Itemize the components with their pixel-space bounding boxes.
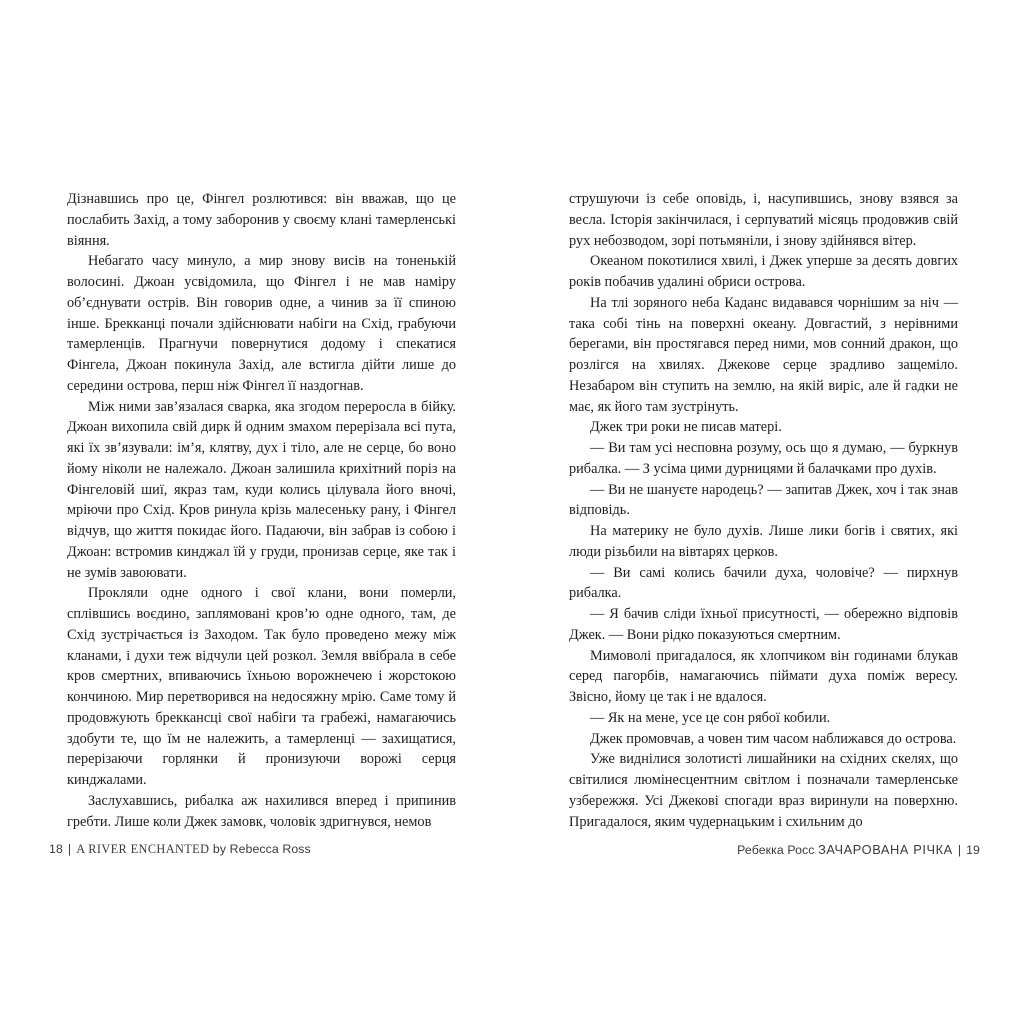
right-footer: [737, 842, 980, 857]
paragraph: На материку не було духів. Лише лики богів і святих, які люди різьбили на вівтарях церков.: [569, 523, 958, 560]
footer-separator: |: [957, 843, 962, 857]
paragraph: — Як на мене, усе це сон рябої кобили.: [590, 709, 831, 726]
page-number: 18: [49, 842, 63, 856]
author-name: Ребекка Росс: [737, 843, 815, 857]
paragraph: Джек промовчав, а човен тим часом наближався до острова.: [590, 730, 957, 747]
book-title: A RIVER ENCHANTED: [76, 842, 210, 856]
paragraph: — Ви там усі несповна розуму, ось що я думаю, — буркнув рибалка. — З усіма цими дурницями й балачками про духів.: [569, 440, 958, 477]
paragraph: Мимоволі пригадалося, як хлопчиком він годинами блукав серед пагорбів, намагаючись піймати духа поміж вересу. Звісно, йому це так і не вдалося.: [569, 647, 958, 705]
paragraph: Прокляли одне одного і свої клани, вони померли, сплівшись воєдино, заплямовані кров’ю одне одного, там, де Схід зустрічається із Заходом. Так було проведено межу між кланами, і духи теж відчули цей розкол. Земля ввібрала в себе кров смертних, впиваючись їхньою ворожнечею і жорстокою кончиною. Мир перетворився на недосяжну мрію. Саме тому й продовжують бреккансці свої набіги та грабежі, намагаючись здобути те, що їм не належить, а тамерленці — захищатися, перерізаючи горлянки й пронизуючи ворожі серця кинджалами.: [67, 585, 456, 788]
paragraph: Джек три роки не писав матері.: [590, 419, 782, 436]
footer-separator: |: [67, 842, 72, 856]
paragraph: — Ви не шануєте народець? — запитав Джек, хоч і так знав відповідь.: [569, 481, 958, 519]
right-text-column: [569, 189, 958, 832]
author-credit: by Rebecca Ross: [212, 842, 311, 856]
left-footer: [49, 842, 311, 857]
book-title: ЗАЧАРОВАНА РІЧКА: [818, 842, 953, 857]
paragraph: — Я бачив сліди їхньої присутності, — обережно відповів Джек. — Вони рідко показуються смертним.: [569, 606, 958, 643]
paragraph: Дізнавшись про це, Фінгел розлютився: він вважав, що це послабить Захід, а тому заборонив у своєму клані тамерленські віяння.: [67, 191, 456, 249]
paragraph: На тлі зоряного неба Каданс видавався чорнішим за ніч — така собі тінь на поверхні океану. Довгастий, з нерівними берегами, він простягався перед ними, мов сонний дракон, що розлігся на хвилях. Джекове серце зрадливо защеміло. Незабаром він ступить на землю, на якій виріс, але й гадки не має, як його там зустрінуть.: [569, 294, 958, 415]
paragraph: Океаном покотилися хвилі, і Джек уперше за десять довгих років побачив удалині обриси острова.: [569, 253, 958, 290]
paragraph: Уже виднілися золотисті лишайники на східних скелях, що світилися люмінесцентним світлом і позначали тамерленське узбережжя. Усі Джекові спогади враз виринули на поверхню. Пригадалося, яким чудернацьким і схильним до: [569, 751, 958, 830]
paragraph: Між ними зав’язалася сварка, яка згодом переросла в бійку. Джоан вихопила свій дирк й одним змахом перерізала всі пута, які їх зв’язували: ім’я, клятву, дух і тіло, але не серце, бо воно йому ніколи не належало. Джоан залишила крихітний поріз на Фінгеловій шиї, якраз там, куди колись цілувала його вночі, мріючи про Схід. Кров ринула крізь малесеньку рану, і Фінгел відчув, що життя покидає його. Падаючи, він забрав із собою і Джоан: встромив кинджал їй у груди, пронизав серце, яке так і не зумів завоювати.: [67, 398, 456, 581]
paragraph: Заслухавшись, рибалка аж нахилився вперед і припинив гребти. Лише коли Джек замовк, чоловік здригнувся, немов: [67, 792, 456, 830]
paragraph: струшуючи із себе оповідь, і, насупившись, знову взявся за весла. Історія закінчилася, і серпуватий місяць продовжив свій рух небозводом, зорі потьмяніли, і знову здійнявся вітер.: [569, 191, 958, 249]
right-page: [512, 0, 1024, 1024]
paragraph: — Ви самі колись бачили духа, чоловіче? — пирхнув рибалка.: [569, 564, 958, 602]
left-text-column: [67, 189, 456, 832]
page-number: 19: [966, 843, 980, 857]
paragraph: Небагато часу минуло, а мир знову висів на тоненькій волосині. Джоан усвідомила, що Фінгел і не мав наміру об’єднувати острів. Він говорив одне, а чинив за її спиною інше. Брекканці почали здійснювати набіги на Схід, грабуючи тамерленців. Прагнучи повернутися додому і спекатися Фінгела, Джоан покинула Захід, але встигла дійти лише до середини острова, перш ніж Фінгел її наздогнав.: [67, 253, 456, 394]
